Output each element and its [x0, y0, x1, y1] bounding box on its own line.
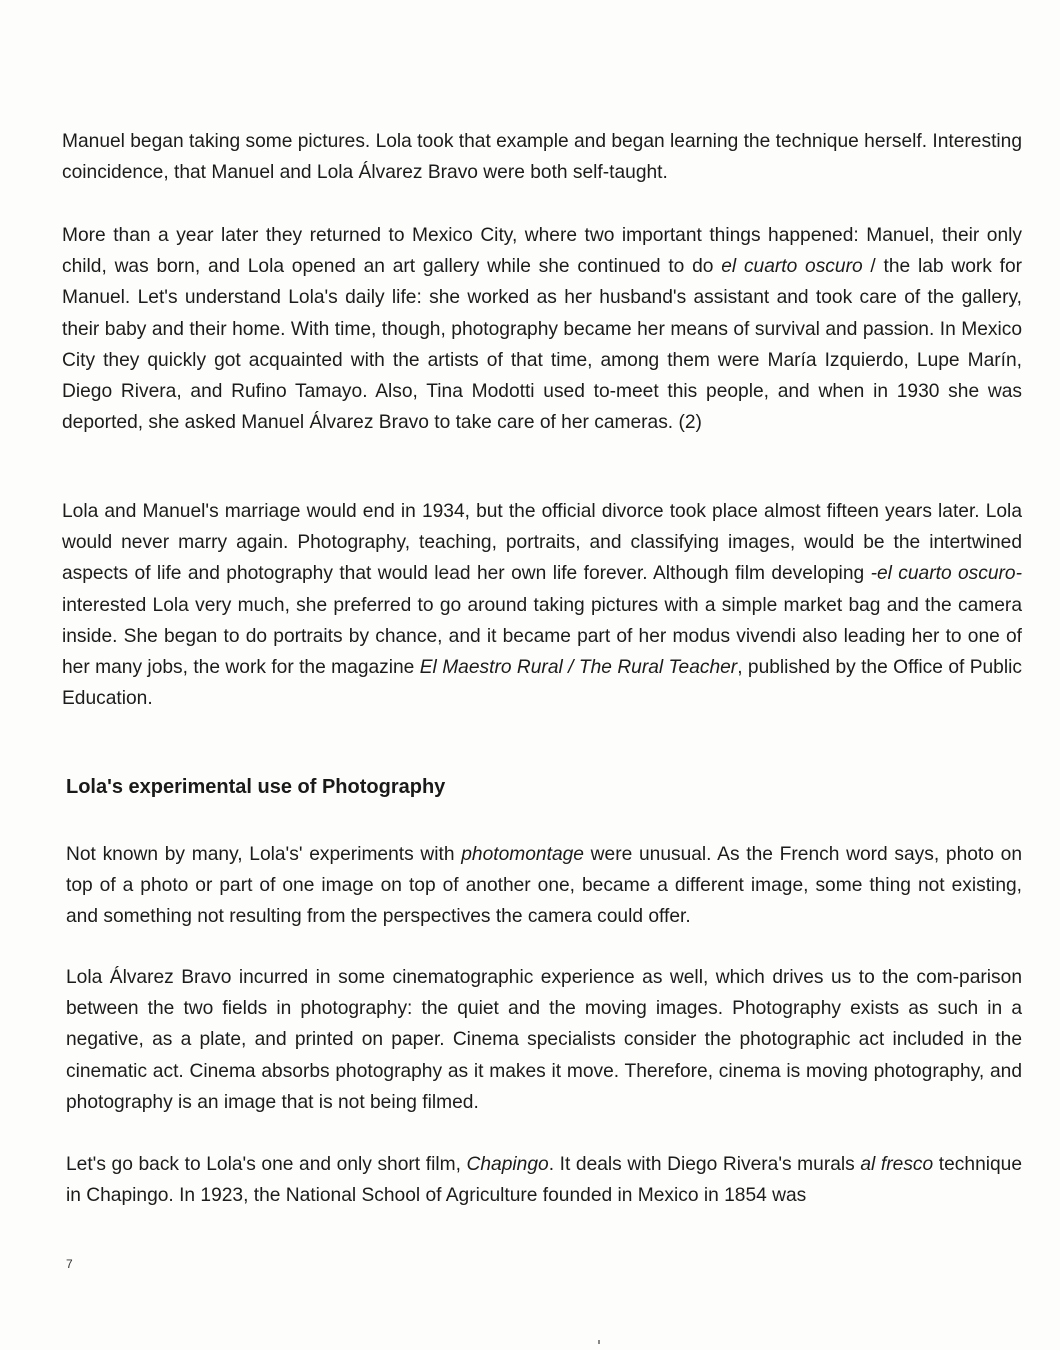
italic-text: photomontage	[461, 844, 584, 865]
body-text: More than a year later they returned to Mexico City, where two important things happened: Manuel, their only child, was born, and Lola opened an art gallery while she continued to do	[62, 225, 1022, 278]
body-text: Lola and Manuel's marriage would end in 1934, but the official divorce took place almost fifteen years later. Lola would never marry again. Photography, teaching, portraits, and classifying images, would be the intertwined aspects of life and photography that would lead her own life forever. Although film developing	[62, 501, 1022, 585]
italic-text: el cuarto oscuro	[721, 256, 863, 278]
paragraph-photomontage	[66, 839, 1022, 933]
paragraph-mexico-city	[62, 220, 1022, 438]
body-text: Not known by many, Lola's' experiments with	[66, 844, 462, 865]
section-heading: Lola's experimental use of Photography	[66, 776, 446, 798]
body-text: Let's go back to Lola's one and only short film,	[66, 1154, 467, 1175]
page-number: 7	[66, 1257, 73, 1271]
paragraph-marriage	[62, 496, 1022, 714]
body-text: . It deals with Diego Rivera's murals	[548, 1154, 861, 1175]
body-text: Manuel began taking some pictures. Lola took that example and began learning the technique herself. Interesting coincidence, that Manuel and Lola Álvarez Bravo were both self-taught.	[62, 131, 1023, 184]
italic-text: al fresco	[860, 1154, 934, 1175]
body-text: , published by the Office of Public Education.	[62, 657, 1022, 710]
paragraph-cinema	[66, 962, 1022, 1118]
italic-text: -el cuarto oscuro-	[870, 563, 1022, 585]
paragraph-chapingo	[66, 1149, 1022, 1211]
scan-speck	[598, 1340, 600, 1344]
paragraph-self-taught	[62, 126, 1022, 188]
body-text: Lola Álvarez Bravo incurred in some cinematographic experience as well, which drives us to the com-parison between the two fields in photography: the quiet and the moving images. Photography exists as such in a negative, as a plate, and printed on paper. Cinema specialists consider the photographic act included in the cinematic act. Cinema absorbs photography as it makes it move. Therefore, cinema is moving photography, and photography is an image that is not being filmed.	[66, 967, 1022, 1113]
body-text: technique in Chapingo. In 1923, the National School of Agriculture founded in Mexico in 1854 was	[66, 1154, 1023, 1207]
italic-text: El Maestro Rural / The Rural Teacher	[419, 657, 738, 679]
italic-text: Chapingo	[466, 1154, 549, 1175]
body-text: were unusual. As the French word says, photo on top of a photo or part of one image on top of another one, became a different image, some thing not existing, and something not resulting from the perspectives the camera could offer.	[66, 844, 1022, 928]
body-text: / the lab work for Manuel. Let's understand Lola's daily life: she worked as her husband's assistant and took care of the gallery, their baby and their home. With time, though, photography became her means of survival and passion. In Mexico City they quickly got acquainted with the artists of that time, among them were María Izquierdo, Lupe Marín, Diego Rivera, and Rufino Tamayo. Also, Tina Modotti used to-meet this people, and when in 1930 she was deported, she asked Manuel Álvarez Bravo to take care of her cameras. (2)	[62, 256, 1023, 434]
body-text: interested Lola very much, she preferred to go around taking pictures with a simple market bag and the camera inside. She began to do portraits by chance, and it became part of her modus vivendi also leading her to one of her many jobs, the work for the magazine	[62, 594, 1022, 679]
